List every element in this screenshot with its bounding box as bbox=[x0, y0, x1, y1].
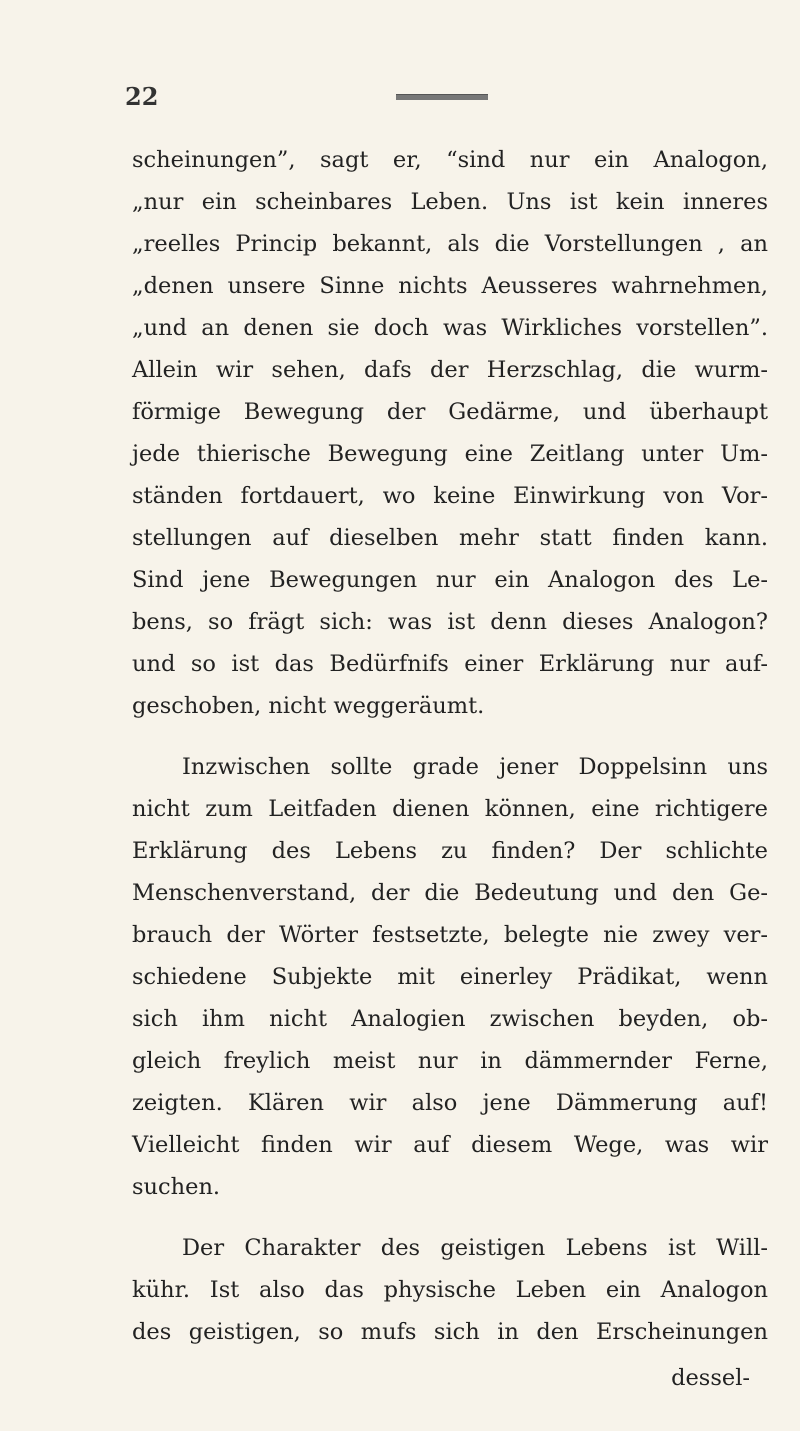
text-line: Inzwischen sollte grade jener Doppelsinn uns bbox=[182, 754, 768, 780]
text-line: sich ihm nicht Analogien zwischen beyden, ob- bbox=[132, 1006, 768, 1032]
text-line: „reelles Princip bekannt, als die Vorstellungen , an bbox=[132, 231, 768, 257]
text-line: kühr. Ist also das physische Leben ein Analogon bbox=[132, 1277, 768, 1303]
text-line: „nur ein scheinbares Leben. Uns ist kein inneres bbox=[132, 189, 768, 215]
text-line: Sind jene Bewegungen nur ein Analogon des Le- bbox=[132, 567, 768, 593]
text-line: Erklärung des Lebens zu finden? Der schlichte bbox=[132, 838, 768, 864]
text-line: Der Charakter des geistigen Lebens ist Will- bbox=[182, 1235, 768, 1261]
text-line: Menschenverstand, der die Bedeutung und den Ge- bbox=[132, 880, 768, 906]
catchword: dessel- bbox=[671, 1365, 750, 1391]
text-line: jede thierische Bewegung eine Zeitlang unter Um- bbox=[132, 441, 768, 467]
text-line: schiedene Subjekte mit einerley Prädikat, wenn bbox=[132, 964, 768, 990]
text-line: „denen unsere Sinne nichts Aeusseres wahrnehmen, bbox=[132, 273, 768, 299]
text-line: „und an denen sie doch was Wirkliches vorstellen”. bbox=[132, 315, 768, 341]
text-line: ständen fortdauert, wo keine Einwirkung von Vor- bbox=[132, 483, 768, 509]
text-line: zeigten. Klären wir also jene Dämmerung auf! bbox=[132, 1090, 768, 1116]
text-line: förmige Bewegung der Gedärme, und überhaupt bbox=[132, 399, 768, 425]
header-rule bbox=[396, 94, 488, 100]
text-line: brauch der Wörter festsetzte, belegte nie zwey ver- bbox=[132, 922, 768, 948]
text-line: nicht zum Leitfaden dienen können, eine richtigere bbox=[132, 796, 768, 822]
text-line: Vielleicht finden wir auf diesem Wege, was wir bbox=[132, 1132, 768, 1158]
text-line: geschoben, nicht weggeräumt. bbox=[132, 693, 485, 719]
text-line: und so ist das Bedürfnifs einer Erklärung nur auf- bbox=[132, 651, 768, 677]
page-number: 22 bbox=[125, 82, 159, 111]
text-line: suchen. bbox=[132, 1174, 221, 1200]
text-line: des geistigen, so mufs sich in den Erscheinungen bbox=[132, 1319, 768, 1345]
text-line: Allein wir sehen, dafs der Herzschlag, die wurm- bbox=[132, 357, 768, 383]
text-line: scheinungen”, sagt er, “sind nur ein Analogon, bbox=[132, 147, 768, 173]
text-line: stellungen auf dieselben mehr statt finden kann. bbox=[132, 525, 768, 551]
text-line: gleich freylich meist nur in dämmernder Ferne, bbox=[132, 1048, 768, 1074]
text-line: bens, so frägt sich: was ist denn dieses Analogon? bbox=[132, 609, 768, 635]
